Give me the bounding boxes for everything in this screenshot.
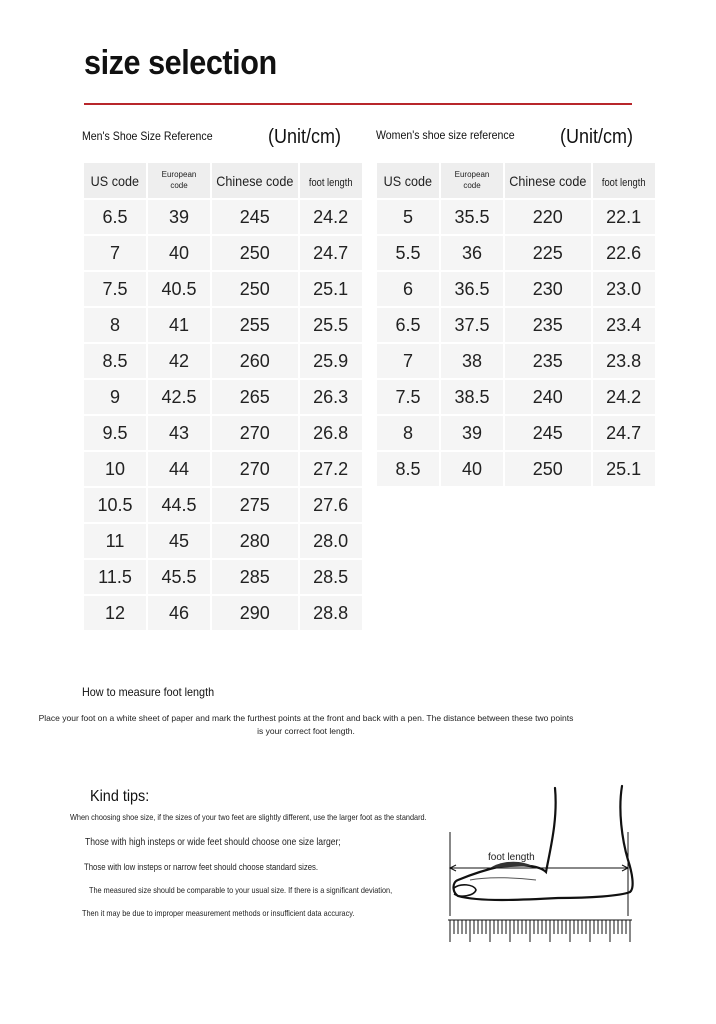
women-table-caption: Women's shoe size reference <box>376 128 515 142</box>
tip-item: When choosing shoe size, if the sizes of your two feet are slightly different, use the larger foot as the standard. <box>70 812 427 822</box>
column-header-label: US code <box>90 173 140 189</box>
table-cell: 26.8 <box>300 416 364 452</box>
table-cell: 10.5 <box>84 488 148 524</box>
table-cell: 36.5 <box>441 272 505 308</box>
column-header-label: Chinese code <box>216 173 294 189</box>
table-header-row <box>377 163 657 200</box>
table-cell: 10 <box>84 452 148 488</box>
table-row <box>84 380 364 416</box>
table-cell: 44 <box>148 452 212 488</box>
table-cell: 225 <box>505 236 593 272</box>
table-cell: 43 <box>148 416 212 452</box>
table-cell: 5 <box>377 200 441 236</box>
tip-item: The measured size should be comparable to your usual size. If there is a significant deviation, <box>89 885 393 895</box>
table-cell: 39 <box>148 200 212 236</box>
table-cell: 44.5 <box>148 488 212 524</box>
tips-heading: Kind tips: <box>90 788 150 805</box>
column-header-label: foot length <box>308 177 353 189</box>
table-cell: 11.5 <box>84 560 148 596</box>
table-cell: 28.0 <box>300 524 364 560</box>
page-title: size selection <box>84 44 277 82</box>
foot-measure-illustration <box>440 780 640 950</box>
table-cell: 9.5 <box>84 416 148 452</box>
table-cell: 25.9 <box>300 344 364 380</box>
column-header-label: foot length <box>601 177 646 189</box>
table-row <box>377 380 657 416</box>
column-header-label: European code <box>454 169 490 190</box>
men-size-table <box>84 163 364 632</box>
column-header <box>593 163 657 200</box>
table-row <box>84 452 364 488</box>
table-cell: 27.6 <box>300 488 364 524</box>
column-header <box>300 163 364 200</box>
table-cell: 6.5 <box>84 200 148 236</box>
table-cell: 285 <box>212 560 300 596</box>
table-cell: 235 <box>505 308 593 344</box>
table-cell: 250 <box>505 452 593 488</box>
table-cell: 23.0 <box>593 272 657 308</box>
table-cell: 245 <box>212 200 300 236</box>
tip-item: Those with low insteps or narrow feet should choose standard sizes. <box>84 862 319 872</box>
table-row <box>84 200 364 236</box>
title-divider <box>84 103 632 105</box>
table-cell: 260 <box>212 344 300 380</box>
table-cell: 36 <box>441 236 505 272</box>
table-cell: 26.3 <box>300 380 364 416</box>
men-table-caption: Men's Shoe Size Reference <box>82 129 213 143</box>
table-cell: 23.4 <box>593 308 657 344</box>
table-row <box>377 452 657 488</box>
table-cell: 39 <box>441 416 505 452</box>
table-cell: 7 <box>377 344 441 380</box>
foot-length-label: foot length <box>488 852 535 863</box>
table-cell: 37.5 <box>441 308 505 344</box>
table-cell: 270 <box>212 416 300 452</box>
men-table-unit: (Unit/cm) <box>268 126 341 148</box>
column-header <box>148 163 212 200</box>
table-cell: 25.5 <box>300 308 364 344</box>
table-cell: 25.1 <box>300 272 364 308</box>
table-cell: 12 <box>84 596 148 632</box>
table-cell: 46 <box>148 596 212 632</box>
table-cell: 24.2 <box>593 380 657 416</box>
table-cell: 250 <box>212 236 300 272</box>
table-row <box>84 308 364 344</box>
table-row <box>84 596 364 632</box>
women-size-table <box>377 163 657 488</box>
table-cell: 25.1 <box>593 452 657 488</box>
table-header-row <box>84 163 364 200</box>
table-row <box>377 344 657 380</box>
table-cell: 40 <box>148 236 212 272</box>
table-cell: 240 <box>505 380 593 416</box>
table-cell: 24.7 <box>593 416 657 452</box>
table-cell: 22.1 <box>593 200 657 236</box>
table-cell: 235 <box>505 344 593 380</box>
table-cell: 27.2 <box>300 452 364 488</box>
table-cell: 7 <box>84 236 148 272</box>
column-header <box>84 163 148 200</box>
table-cell: 42.5 <box>148 380 212 416</box>
table-cell: 38.5 <box>441 380 505 416</box>
table-cell: 5.5 <box>377 236 441 272</box>
table-row <box>84 236 364 272</box>
table-cell: 11 <box>84 524 148 560</box>
table-cell: 8.5 <box>377 452 441 488</box>
table-cell: 40.5 <box>148 272 212 308</box>
table-row <box>84 560 364 596</box>
table-cell: 265 <box>212 380 300 416</box>
table-cell: 9 <box>84 380 148 416</box>
column-header <box>505 163 593 200</box>
table-cell: 7.5 <box>377 380 441 416</box>
column-header-label: Chinese code <box>509 173 587 189</box>
table-cell: 22.6 <box>593 236 657 272</box>
table-row <box>84 344 364 380</box>
table-cell: 270 <box>212 452 300 488</box>
table-cell: 6 <box>377 272 441 308</box>
table-cell: 275 <box>212 488 300 524</box>
table-cell: 24.7 <box>300 236 364 272</box>
table-cell: 45 <box>148 524 212 560</box>
table-cell: 38 <box>441 344 505 380</box>
column-header <box>377 163 441 200</box>
table-row <box>84 416 364 452</box>
measure-heading: How to measure foot length <box>82 685 215 699</box>
table-row <box>84 272 364 308</box>
table-cell: 230 <box>505 272 593 308</box>
tip-item: Those with high insteps or wide feet should choose one size larger; <box>85 837 341 848</box>
table-cell: 28.5 <box>300 560 364 596</box>
table-row <box>377 272 657 308</box>
table-row <box>377 416 657 452</box>
column-header-label: US code <box>383 173 433 189</box>
measure-text: Place your foot on a white sheet of paper and mark the furthest points at the front and back with a pen. The distance between these two points is your correct foot length. <box>38 713 574 736</box>
table-cell: 290 <box>212 596 300 632</box>
table-cell: 220 <box>505 200 593 236</box>
table-row <box>377 308 657 344</box>
table-cell: 8 <box>84 308 148 344</box>
column-header <box>212 163 300 200</box>
table-row <box>377 200 657 236</box>
column-header-label: European code <box>161 169 197 190</box>
women-table-unit: (Unit/cm) <box>560 126 633 148</box>
table-cell: 245 <box>505 416 593 452</box>
table-cell: 6.5 <box>377 308 441 344</box>
table-cell: 45.5 <box>148 560 212 596</box>
table-cell: 40 <box>441 452 505 488</box>
table-row <box>84 488 364 524</box>
table-cell: 255 <box>212 308 300 344</box>
table-cell: 41 <box>148 308 212 344</box>
table-cell: 28.8 <box>300 596 364 632</box>
table-cell: 250 <box>212 272 300 308</box>
table-cell: 8.5 <box>84 344 148 380</box>
table-cell: 42 <box>148 344 212 380</box>
table-cell: 35.5 <box>441 200 505 236</box>
table-cell: 8 <box>377 416 441 452</box>
table-row <box>84 524 364 560</box>
table-cell: 280 <box>212 524 300 560</box>
tip-item: Then it may be due to improper measurement methods or insufficient data accuracy. <box>82 908 355 918</box>
column-header <box>441 163 505 200</box>
table-cell: 23.8 <box>593 344 657 380</box>
table-row <box>377 236 657 272</box>
table-cell: 7.5 <box>84 272 148 308</box>
table-cell: 24.2 <box>300 200 364 236</box>
